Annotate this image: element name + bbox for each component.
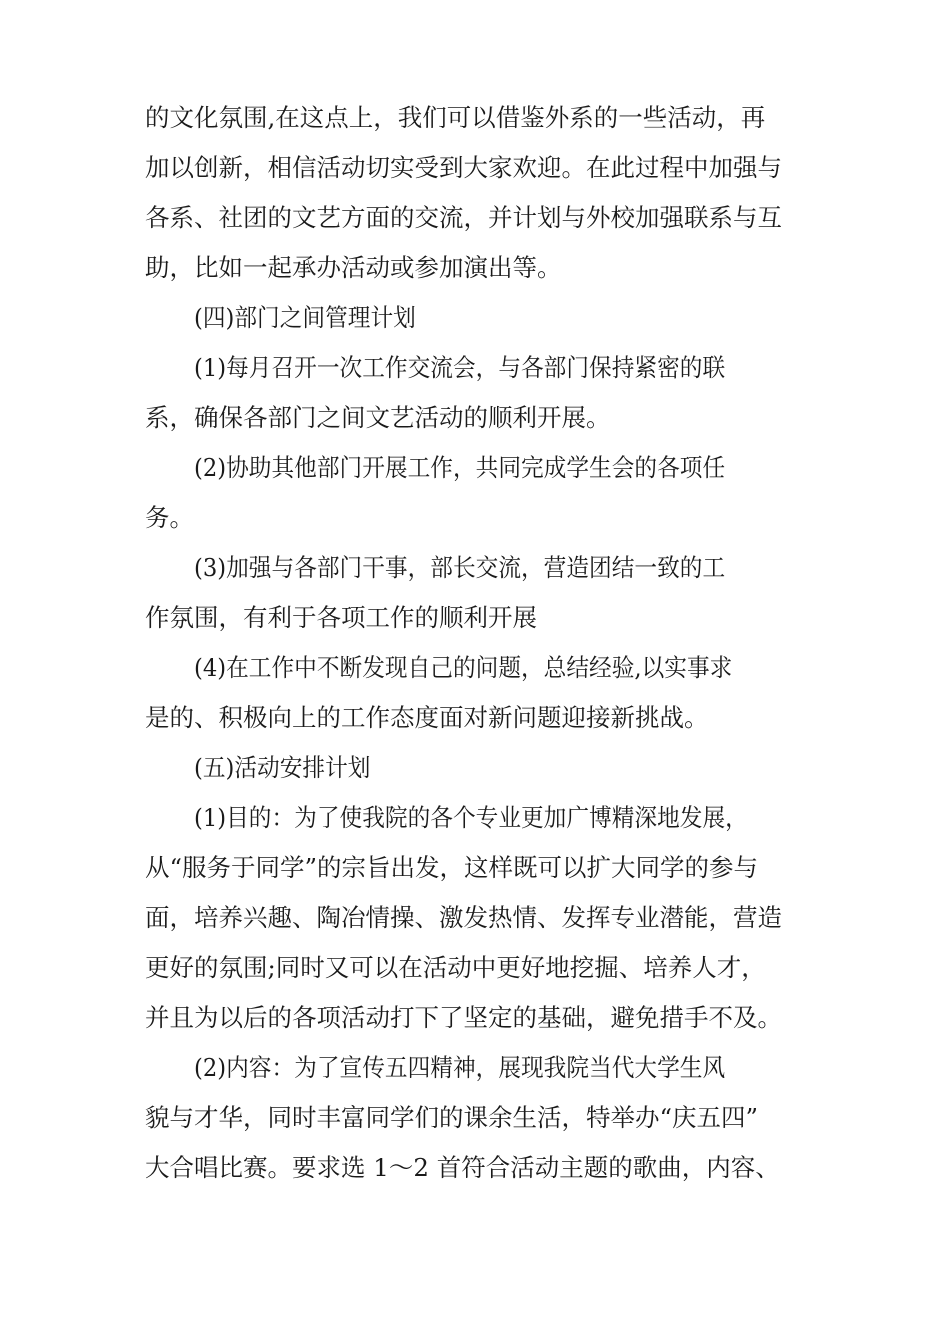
text-line: 的文化氛围,在这点上，我们可以借鉴外系的一些活动，再 [145, 103, 766, 132]
text-line: (2)内容：为了宣传五四精神，展现我院当代大学生风 [194, 1053, 726, 1082]
text-line: 系，确保各部门之间文艺活动的顺利开展。 [145, 403, 611, 432]
text-line: 是的、积极向上的工作态度面对新问题迎接新挑战。 [145, 703, 709, 732]
text-line: 务。 [145, 503, 194, 532]
text-line: 各系、社团的文艺方面的交流，并计划与外校加强联系与互 [145, 203, 782, 232]
text-line: (2)协助其他部门开展工作，共同完成学生会的各项任 [194, 453, 726, 482]
text-line: 从“服务于同学”的宗旨出发，这样既可以扩大同学的参与 [145, 853, 759, 882]
text-line: 作氛围，有利于各项工作的顺利开展 [145, 603, 537, 632]
text-line: (3)加强与各部门干事，部长交流，营造团结一致的工 [194, 553, 726, 582]
text-line: 大合唱比赛。要求选 1～2 首符合活动主题的歌曲，内容、 [145, 1153, 780, 1182]
text-line: (1)目的：为了使我院的各个专业更加广博精深地发展， [194, 803, 748, 832]
text-line: (4)在工作中不断发现自己的问题，总结经验,以实事求 [194, 653, 733, 682]
text-line: 面，培养兴趣、陶冶情操、激发热情、发挥专业潜能，营造 [145, 903, 782, 932]
text-line: 并且为以后的各项活动打下了坚定的基础，避免措手不及。 [145, 1003, 782, 1032]
text-line: 貌与才华，同时丰富同学们的课余生活，特举办“庆五四” [145, 1103, 759, 1132]
text-line: 更好的氛围;同时又可以在活动中更好地挖掘、培养人才， [145, 953, 766, 982]
text-line: 加以创新，相信活动切实受到大家欢迎。在此过程中加强与 [145, 153, 782, 182]
text-line: (1)每月召开一次工作交流会，与各部门保持紧密的联 [194, 353, 726, 382]
text-line: 助，比如一起承办活动或参加演出等。 [145, 253, 562, 282]
section-heading: (五)活动安排计划 [194, 753, 371, 782]
section-heading: (四)部门之间管理计划 [194, 303, 416, 332]
